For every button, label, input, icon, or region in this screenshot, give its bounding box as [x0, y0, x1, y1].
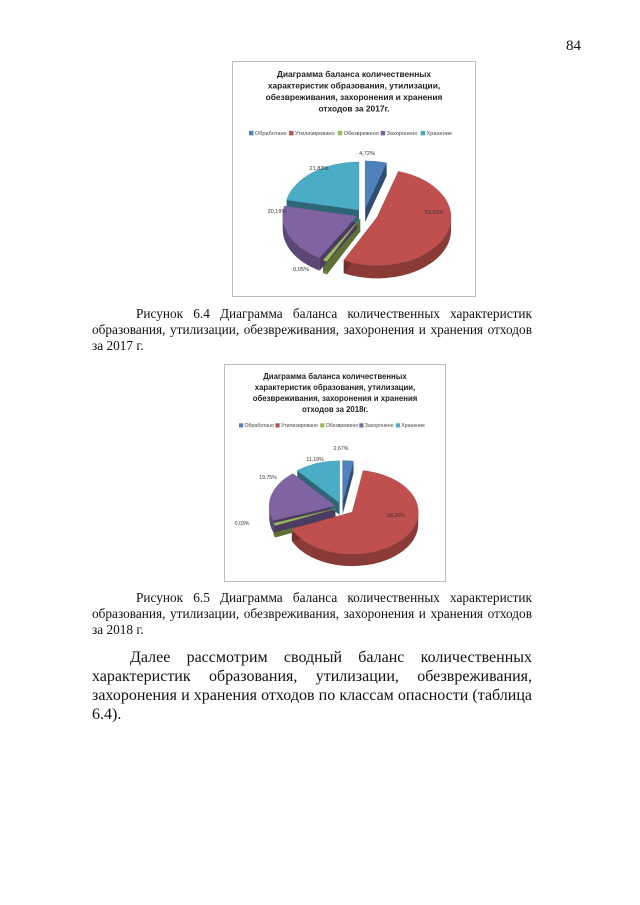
- data-label-obezvrezheno: 0,03%: [234, 521, 250, 527]
- legend-swatch: [289, 131, 293, 135]
- pie-slices: [283, 161, 451, 278]
- pie-chart-2018-svg: [225, 365, 445, 581]
- figure-caption-6-4-text: Рисунок 6.4 Диаграмма баланса количественных характеристик образования, утилизации, обезвреживания, захоронения и хранения отходов за 2017 г.: [92, 306, 532, 353]
- legend-label: Хранение: [426, 131, 453, 137]
- legend-swatch: [249, 131, 253, 135]
- legend-swatch: [421, 131, 425, 135]
- figure-caption-6-5-text: Рисунок 6.5 Диаграмма баланса количественных характеристик образования, утилизации, обезвреживания, захоронения и хранения отходов за 2018 г.: [92, 590, 532, 637]
- chart-title-line: обезвреживания, захоронения и хранения: [252, 394, 418, 403]
- pie-slice-obrabotano: [343, 461, 354, 503]
- legend-item-zahoroneno: [359, 423, 393, 429]
- pie-chart-2017-svg: [233, 62, 475, 296]
- pie-chart-2017: [232, 61, 476, 297]
- legend-swatch: [239, 423, 243, 427]
- chart-title-line: отходов за 2017г.: [318, 103, 390, 114]
- figure-caption-6-4: [92, 306, 532, 354]
- legend-swatch: [381, 131, 385, 135]
- legend-swatch: [396, 423, 400, 427]
- chart-title-line: обезвреживания, захоронения и хранения: [265, 92, 443, 102]
- chart-title-line: характеристик образования, утилизации,: [254, 383, 416, 392]
- data-label-hranenie: 21,83%: [309, 166, 329, 172]
- legend-item-utilizirovano: [289, 131, 335, 137]
- legend-item-obrabotano: [239, 423, 274, 429]
- legend-label: Захоронено: [364, 423, 394, 429]
- legend-item-obezvrezheno: [338, 131, 379, 137]
- legend-label: Хранение: [401, 423, 425, 429]
- legend-swatch: [276, 423, 280, 427]
- legend-swatch: [320, 423, 324, 427]
- body-paragraph-text: Далее рассмотрим сводный баланс количественных характеристик образования, утилизации, обезвреживания, захоронения и хранения отходов по классам опасности (таблица 6.4).: [92, 649, 532, 723]
- legend-item-zahoroneno: [381, 131, 418, 137]
- legend-item-utilizirovano: [276, 423, 318, 429]
- data-label-obezvrezheno: 0,05%: [293, 267, 309, 273]
- data-label-zahoroneno: 19,75%: [259, 475, 277, 481]
- legend-label: Захоронено: [386, 131, 418, 137]
- legend-item-hranenie: [421, 131, 452, 137]
- page-number: 84: [566, 38, 581, 54]
- body-paragraph: [92, 648, 532, 724]
- chart-title-line: Диаграмма баланса количественных: [263, 372, 407, 381]
- legend-label: Обработано: [244, 423, 274, 429]
- data-label-obrabotano: 4,72%: [359, 151, 375, 157]
- legend-item-obrabotano: [249, 131, 287, 137]
- chart-title-line: характеристик образования, утилизации,: [267, 80, 441, 91]
- chart-title-line: отходов за 2018г.: [301, 405, 369, 414]
- chart-title-line: Диаграмма баланса количественных: [276, 69, 432, 79]
- legend-label: Обезврежено: [343, 131, 379, 137]
- legend-label: Утилизировано: [280, 423, 318, 429]
- pie-chart-2018: [224, 364, 446, 582]
- data-label-utilizirovano: 53,20%: [424, 210, 444, 216]
- data-label-zahoroneno: 20,19%: [267, 209, 287, 215]
- figure-caption-6-5: [92, 590, 532, 638]
- legend-label: Обработано: [254, 131, 287, 137]
- legend-item-hranenie: [396, 423, 425, 429]
- data-label-utilizirovano: 66,36%: [387, 513, 405, 519]
- legend-swatch: [338, 131, 342, 135]
- legend-label: Утилизировано: [294, 131, 335, 137]
- legend-label: Обезврежено: [325, 423, 359, 429]
- data-label-hranenie: 11,19%: [306, 457, 324, 463]
- pie-slice-obrabotano: [365, 161, 386, 209]
- data-label-obrabotano: 2,67%: [333, 446, 349, 452]
- legend-swatch: [359, 423, 363, 427]
- legend-item-obezvrezheno: [320, 423, 358, 429]
